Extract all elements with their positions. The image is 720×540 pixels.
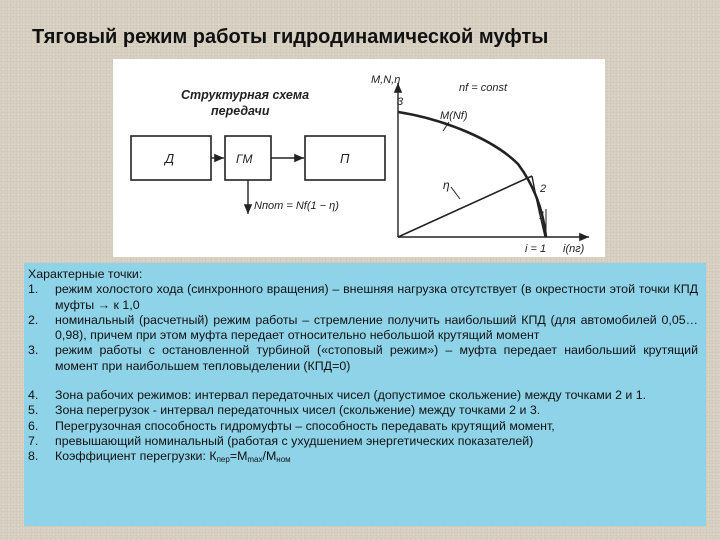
point-3-label: 3: [397, 96, 404, 108]
efficiency-label: η: [443, 178, 450, 192]
characteristic-points-text: [24, 263, 706, 526]
list-item: 3. режим работы с остановленной турбиной («стоповый режим») – муфта передает наибольший крутящий момент при наибольшем тепловыделении (КПД=0): [28, 343, 698, 373]
heat-loss-formula: Nпот = Nf(1 − η): [254, 200, 339, 212]
points-heading: Характерные точки:: [28, 267, 143, 281]
moment-curve: [398, 112, 546, 237]
moment-curve-label: M(Nf): [440, 110, 468, 122]
efficiency-label-leader: [451, 187, 460, 199]
scheme-title-line1: Структурная схема: [181, 88, 310, 102]
x-axis-label: i(nг): [563, 243, 585, 255]
list-item: 6. Перегрузочная способность гидромуфты – способность передавать крутящий момент,: [28, 418, 555, 433]
list-item: 7. превышающий номинальный (работая с ухудшением энергетических показателей): [28, 433, 534, 448]
list-item: 4. Зона рабочих режимов: интервал передаточных чисел (допустимое скольжение) между точками 2 и 1.: [28, 388, 647, 403]
point-2-label: 2: [540, 183, 547, 195]
scheme-title-line2: передачи: [211, 104, 270, 118]
engine-block-label: Д: [165, 151, 175, 166]
efficiency-line: [398, 176, 532, 237]
constant-speed-label: nf = const: [459, 82, 508, 94]
list-item: 2. номинальный (расчетный) режим работы – стремление получить наибольший КПД (для автомобилей 0,05…0,98), причем при этом муфта передает относительно небольшой крутящий момент: [28, 312, 698, 343]
points-list: [28, 282, 698, 374]
transmission-block-label: П: [340, 151, 350, 166]
structural-scheme-diagram: [113, 59, 605, 257]
y-axis-label: M,N,η: [371, 74, 401, 86]
fluid-coupling-block-label: ГМ: [236, 152, 253, 166]
zones-list: [28, 388, 698, 464]
list-item: 5. Зона перегрузок - интервал передаточных чисел (скольжение) между точками 2 и 3.: [28, 403, 541, 418]
i-one-label: i = 1: [525, 243, 547, 255]
slide-title: Тяговый режим работы гидродинамической муфты: [32, 26, 549, 48]
overload-coefficient-item: 8. Коэффициент перегрузки: $К_{пер}=М_{max}/М_{ном}$: [28, 449, 291, 465]
list-item: 1. режим холостого хода (синхронного вращения) – внешняя нагрузка отсутствует (в окрестности этой точки КПД муфты → к 1,0: [28, 282, 698, 312]
point-1-label: 1: [539, 210, 546, 222]
